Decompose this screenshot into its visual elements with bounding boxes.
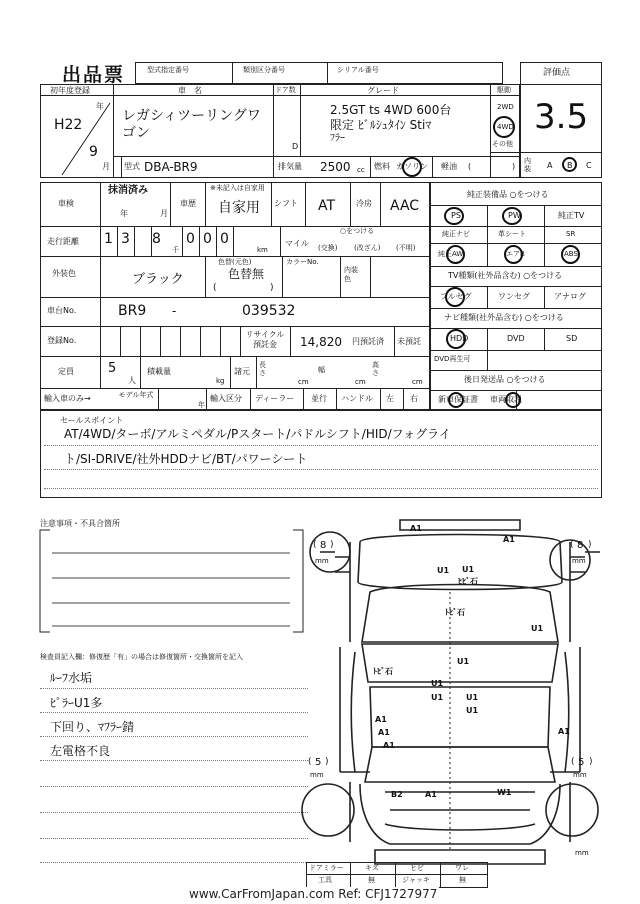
toroku-label: 登録No. bbox=[47, 336, 77, 345]
model-value: DBA-BR9 bbox=[144, 160, 198, 174]
equip-tv: 純正TV bbox=[558, 211, 585, 220]
paren-left: ( bbox=[468, 162, 472, 171]
reibo-label: 冷房 bbox=[356, 199, 372, 208]
tire-fr-bracket-l: ( bbox=[570, 540, 574, 550]
tire-fr-depth: 8 bbox=[577, 540, 584, 551]
car-name: レガシィツーリングワゴン bbox=[122, 108, 261, 141]
serial-label: シリアル番号 bbox=[337, 66, 379, 74]
tv-fullseg: フルセグ bbox=[440, 292, 472, 301]
shift-label: シフト bbox=[274, 199, 298, 208]
daino-label: 車台No. bbox=[47, 306, 77, 315]
sunpo-label: 諸元 bbox=[234, 367, 250, 376]
equip-abs-circle bbox=[561, 245, 580, 264]
legend-jack: ジャッキ bbox=[402, 876, 430, 884]
tire-spare-mm: mm bbox=[575, 849, 589, 857]
shamei-label: 車 名 bbox=[178, 86, 202, 95]
later-manual: 車両取説 bbox=[490, 395, 522, 404]
tire-fl-mm: mm bbox=[315, 557, 329, 565]
dmg-u1-c2: U1 bbox=[431, 693, 444, 702]
kg-label: kg bbox=[216, 377, 225, 385]
cm-label-1: cm bbox=[298, 378, 309, 386]
kokan-1: (交換) bbox=[318, 244, 338, 252]
dmg-a1-r2: A1 bbox=[383, 741, 395, 750]
nen-label: 年 bbox=[96, 102, 104, 111]
dmg-tobi-2: ﾄﾋﾞ石 bbox=[373, 667, 393, 676]
tire-fl-bracket-l: ( bbox=[313, 540, 317, 550]
dmg-a1-top: A1 bbox=[410, 524, 422, 533]
later-warranty: 新車保証書 bbox=[438, 395, 478, 404]
takasa-label: 高さ bbox=[372, 361, 379, 377]
dmg-a1-right: A1 bbox=[558, 727, 570, 736]
import-label: 輸入車のみ→ bbox=[44, 394, 91, 403]
later-title: 後日発送品 ○をつける bbox=[464, 375, 546, 384]
odo-digit-6: 0 bbox=[220, 231, 229, 247]
tire-rl-mm: mm bbox=[310, 771, 324, 779]
interior-b: B bbox=[567, 161, 573, 170]
interior-a: A bbox=[547, 161, 553, 170]
equip-leather: 革シート bbox=[498, 230, 526, 238]
equip-aw-circle bbox=[446, 245, 465, 264]
interior-label: 内装 bbox=[524, 157, 531, 173]
navi-dvd: DVD bbox=[507, 334, 525, 343]
legend-tool: 工具 bbox=[318, 876, 332, 884]
irokae-label: 色替(元色) bbox=[218, 258, 252, 266]
dmg-u1-c4: U1 bbox=[466, 706, 479, 715]
teiin-value: 5 bbox=[108, 361, 117, 376]
note-item-1: ﾙｰﾌ水垢 bbox=[50, 671, 93, 685]
kokan-3: (不明) bbox=[396, 244, 416, 252]
equip-pw-circle bbox=[502, 207, 522, 225]
dmg-u1-b: U1 bbox=[462, 565, 475, 574]
equip-abs: ABS bbox=[564, 250, 578, 258]
car-damage-diagram bbox=[300, 512, 600, 882]
drive-4wd-circle bbox=[493, 116, 515, 138]
legend-mirror: ドアミラー bbox=[309, 864, 344, 872]
shaken-value: 抹消済み bbox=[108, 185, 148, 196]
equip-airbag: エアB bbox=[506, 250, 525, 258]
tire-fr-bracket-r: ) bbox=[588, 540, 592, 550]
dmg-u1-a: U1 bbox=[437, 566, 450, 575]
tire-fr-mm: mm bbox=[572, 557, 586, 565]
sales-line2: ト/SI-DRIVE/社外HDDナビ/BT/パワーシート bbox=[64, 452, 308, 466]
legend-jack-value: 無 bbox=[459, 876, 466, 884]
yotaku-label: 円預託済 bbox=[352, 337, 384, 346]
handle-label: ハンドル bbox=[341, 394, 373, 403]
equip-airbag-circle bbox=[504, 245, 523, 264]
recycle-value: 14,820 bbox=[300, 335, 342, 349]
tire-rl-depth: 5 bbox=[315, 757, 322, 768]
model-year-label: モデル年式 bbox=[118, 391, 154, 399]
inspector-label: 検査員記入欄：修復歴「有」の場合は修復箇所・交換箇所を記入 bbox=[40, 653, 243, 661]
dmg-a1-hood: A1 bbox=[503, 535, 515, 544]
daino-number: 039532 bbox=[242, 303, 296, 319]
equip-ps-circle bbox=[444, 207, 464, 225]
drive-other: その他 bbox=[492, 140, 513, 148]
keiyu-label: 軽油 bbox=[441, 162, 457, 171]
drive-2wd: 2WD bbox=[497, 103, 514, 111]
odo-digit-2: 3 bbox=[121, 231, 130, 247]
nagasa-label: 長さ bbox=[259, 361, 266, 377]
sales-label: セールスポイント bbox=[60, 416, 124, 425]
dmg-tobi-1: ﾄﾋﾞ石 bbox=[445, 608, 465, 617]
shareki-value: 自家用 bbox=[218, 200, 260, 216]
header-id-row bbox=[135, 62, 503, 84]
tv-analog: アナログ bbox=[554, 292, 586, 301]
hyoka-label: 評価点 bbox=[543, 68, 571, 78]
import-nen: 年 bbox=[198, 401, 205, 409]
handle-right: 右 bbox=[410, 394, 418, 403]
door-d: D bbox=[292, 142, 299, 151]
notes-label: 注意事項・不具合箇所 bbox=[40, 519, 120, 528]
heiko-label: 並行 bbox=[311, 394, 327, 403]
odo-digit-1: 1 bbox=[104, 231, 113, 247]
score-value: 3.5 bbox=[534, 97, 589, 137]
tv-oneseg: ワンセグ bbox=[498, 292, 530, 301]
cc-label: cc bbox=[357, 166, 365, 174]
nin-label: 人 bbox=[128, 376, 136, 385]
note-item-4: 左電格不良 bbox=[50, 744, 111, 758]
watermark: www.CarFromJapan.com Ref: CFJ1727977 bbox=[189, 887, 438, 901]
odo-digit-4: 0 bbox=[186, 231, 195, 247]
tire-fl-bracket-r: ) bbox=[330, 540, 334, 550]
shift-value: AT bbox=[318, 198, 336, 214]
tv-fullseg-circle bbox=[445, 287, 465, 307]
cm-label-2: cm bbox=[355, 378, 366, 386]
page-title: 出品票 bbox=[62, 64, 126, 86]
grade-line3: ﾌﾗｰ bbox=[330, 133, 345, 144]
daino-dash: - bbox=[172, 304, 177, 318]
fuel-value: ガソリン bbox=[396, 162, 428, 171]
legend-ware: ワレ bbox=[455, 864, 469, 872]
daino-prefix: BR9 bbox=[118, 303, 147, 319]
shonendo-label: 初年度登録 bbox=[50, 86, 90, 95]
door-label: ドア数 bbox=[275, 86, 296, 94]
notes-bracket bbox=[38, 528, 308, 634]
dmg-a1-left: A1 bbox=[375, 715, 387, 724]
paren-right: ) bbox=[512, 162, 516, 171]
displacement-label: 排気量 bbox=[278, 162, 302, 171]
legend-hibi: ヒビ bbox=[410, 864, 424, 872]
grade-line2: 限定 ﾋﾞﾙｼｭﾀｲﾝ Stiﾏ bbox=[330, 118, 432, 132]
tsuki-label: 月 bbox=[102, 162, 110, 171]
month-value: 9 bbox=[89, 144, 98, 160]
dealer-label: ディーラー bbox=[255, 394, 295, 403]
tire-rr-mm: mm bbox=[573, 771, 587, 779]
irokae-value: 色替無 bbox=[228, 267, 265, 281]
interior-b-circle bbox=[562, 157, 577, 172]
equip-pw: PW bbox=[508, 211, 521, 220]
color-no-label: カラーNo. bbox=[286, 258, 319, 266]
sekisai-label: 積載量 bbox=[147, 367, 171, 376]
sen-label: 千 bbox=[172, 246, 179, 254]
shareki-label: 車歴 bbox=[180, 199, 196, 208]
dmg-a1-r1: A1 bbox=[378, 728, 390, 737]
shareki-note: ※未記入は自家用 bbox=[210, 184, 265, 192]
kokan-2: (改ざん) bbox=[354, 244, 381, 252]
mi-yotaku-label: 未預託 bbox=[397, 337, 421, 346]
note-item-2: ﾋﾟﾗｰU1多 bbox=[50, 696, 103, 710]
color-value: ブラック bbox=[132, 272, 184, 287]
shaken-tsuki: 月 bbox=[160, 209, 168, 218]
irokae-paren-r: ) bbox=[270, 283, 274, 293]
fuel-circle bbox=[402, 157, 422, 177]
odo-digit-3: 8 bbox=[152, 231, 161, 247]
km-label: km bbox=[257, 246, 268, 254]
color-label: 外装色 bbox=[52, 269, 76, 278]
grade-label: グレード bbox=[367, 86, 399, 95]
irokae-paren-l: ( bbox=[213, 283, 217, 293]
equipment-title: 純正装備品 ○をつける bbox=[467, 190, 549, 199]
dmg-u1-c3: U1 bbox=[466, 693, 479, 702]
shaken-label: 車検 bbox=[58, 199, 74, 208]
model-label: 型式 bbox=[124, 162, 140, 171]
haba-label: 幅 bbox=[318, 366, 325, 374]
drive-label: 駆動 bbox=[497, 86, 511, 94]
dmg-u1-right: U1 bbox=[531, 624, 544, 633]
later-warranty-circle bbox=[448, 392, 464, 408]
katashiki-label: 型式指定番号 bbox=[147, 66, 189, 74]
equip-sr: SR bbox=[566, 230, 576, 238]
dmg-w1: W1 bbox=[497, 788, 512, 797]
dmg-a1-bottom: A1 bbox=[425, 790, 437, 799]
soko-label: 走行距離 bbox=[47, 237, 79, 246]
era-value: H22 bbox=[54, 117, 83, 133]
ruibetsu-label: 類別区分番号 bbox=[243, 66, 285, 74]
equip-navi: 純正ナビ bbox=[442, 230, 470, 238]
odo-digit-5: 0 bbox=[203, 231, 212, 247]
kokan-note: ○をつける bbox=[340, 227, 375, 235]
import-kubun-label: 輸入区分 bbox=[210, 394, 242, 403]
tire-fl-depth: 8 bbox=[320, 540, 327, 551]
dmg-b2: B2 bbox=[391, 790, 403, 799]
interior-c: C bbox=[586, 161, 592, 170]
dvd-playback: DVD再生可 bbox=[434, 355, 471, 363]
legend-kizu: キズ bbox=[365, 864, 379, 872]
shaken-nen: 年 bbox=[120, 209, 128, 218]
dmg-u1-c1: U1 bbox=[431, 679, 444, 688]
equip-aw: 純正AW bbox=[438, 250, 464, 258]
navi-hdd: HDD bbox=[450, 334, 469, 343]
dmg-hibi-1: ﾋﾋﾞ石 bbox=[458, 577, 478, 586]
drive-4wd: 4WD bbox=[497, 123, 514, 131]
legend-tool-value: 無 bbox=[368, 876, 375, 884]
note-item-3: 下回り、ﾏﾌﾗｰ錆 bbox=[50, 720, 135, 734]
equip-ps: PS bbox=[451, 211, 461, 220]
dmg-u1-roof: U1 bbox=[457, 657, 470, 666]
tire-rr-bracket-r: ) bbox=[589, 757, 593, 767]
navi-hdd-circle bbox=[446, 329, 469, 349]
handle-left: 左 bbox=[386, 394, 394, 403]
tire-rr-depth: 5 bbox=[578, 757, 585, 768]
naiso-color-label: 内装色 bbox=[344, 266, 358, 283]
tire-rr-bracket-l: ( bbox=[571, 757, 575, 767]
tire-rl-bracket-l: ( bbox=[308, 757, 312, 767]
tv-title: TV種類(社外品含む) ○をつける bbox=[448, 271, 563, 280]
cm-label-3: cm bbox=[412, 378, 423, 386]
mile-label: マイル bbox=[285, 239, 309, 248]
reibo-value: AAC bbox=[390, 198, 420, 214]
displacement-value: 2500 bbox=[320, 160, 351, 174]
later-manual-circle bbox=[505, 392, 521, 408]
fuel-label: 燃料 bbox=[374, 162, 390, 171]
navi-sd: SD bbox=[566, 334, 578, 343]
tire-rl-bracket-r: ) bbox=[325, 757, 329, 767]
teiin-label: 定員 bbox=[58, 367, 74, 376]
sales-line1: AT/4WD/ターボ/アルミペダル/Pスタート/パドルシフト/HID/フォグライ bbox=[64, 427, 451, 441]
recycle-label: リサイクル預託金 bbox=[245, 330, 285, 349]
grade-line1: 2.5GT ts 4WD 600台 bbox=[330, 103, 452, 117]
navi-title: ナビ種類(社外品含む) ○をつける bbox=[444, 313, 564, 322]
